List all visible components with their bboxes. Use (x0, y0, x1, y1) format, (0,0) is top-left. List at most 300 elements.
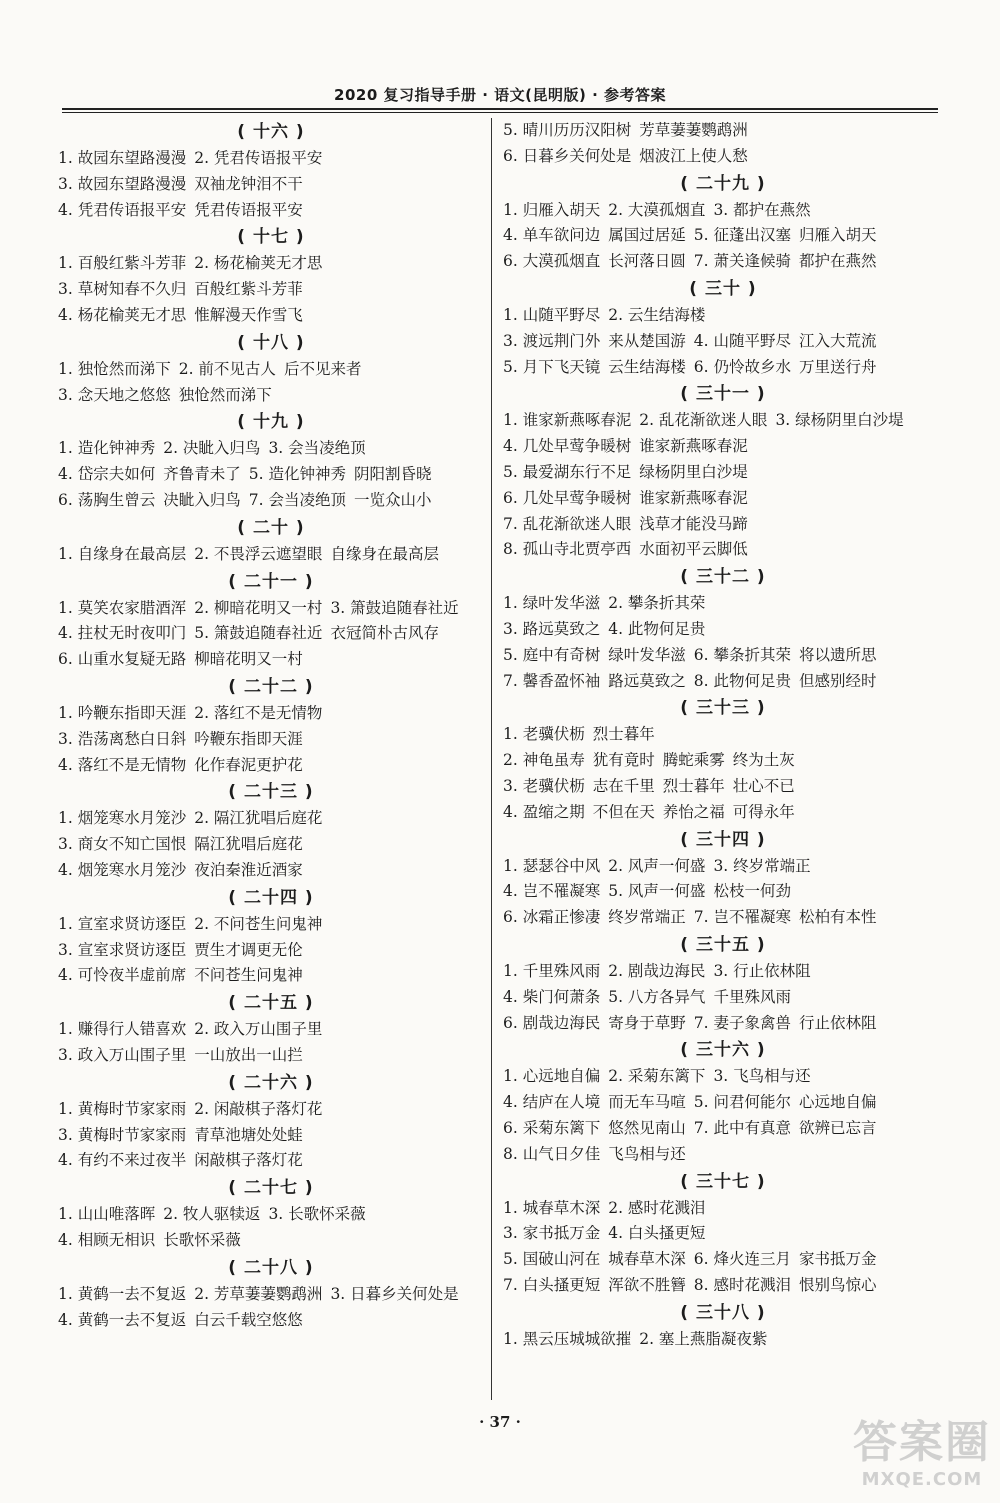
answer-line (503, 537, 943, 563)
answer-line (58, 251, 484, 277)
answer-item: 云生结海楼 (608, 357, 686, 376)
answer-item: 3. 家书抵万金 (503, 1224, 601, 1243)
answer-section (503, 1168, 943, 1299)
answer-line (503, 434, 943, 460)
answer-item: 4. 黄鹤一去不复返 (58, 1310, 187, 1329)
answer-section (58, 514, 484, 568)
answer-item: 腾蛇乘雾 (662, 751, 725, 770)
section-title: ( 三十三 ) (680, 698, 766, 719)
answer-item: 1. 莫笑农家腊酒浑 (58, 598, 187, 617)
section-title: ( 二十五 ) (228, 993, 314, 1014)
answer-item: 5. 最爱湖东行不足 (503, 462, 632, 481)
answer-item: 6. 荡胸生曾云 (58, 490, 156, 509)
answer-item: 7. 白头搔更短 (503, 1275, 601, 1294)
answer-section (58, 408, 484, 513)
answer-item: 飞鸟相与还 (608, 1144, 686, 1163)
answer-line (503, 1116, 943, 1142)
section-title: ( 十八 ) (237, 332, 305, 353)
answer-section (503, 931, 943, 1036)
answer-item: 属国过居延 (608, 226, 686, 245)
answer-line (503, 879, 943, 905)
answer-item: 6. 几处早莺争暖树 (503, 488, 632, 507)
answer-item: 2. 神龟虽寿 (503, 751, 585, 770)
answer-item: 3. 日暮乡关何处是 (330, 1284, 459, 1303)
answer-section (58, 989, 484, 1069)
answer-item: 6. 烽火连三月 (693, 1250, 791, 1269)
section-title: ( 二十 ) (237, 517, 305, 538)
answer-item: 8. 此物何足贵 (693, 671, 791, 690)
answer-item: 2. 柳暗花明又一村 (194, 598, 323, 617)
answer-line (503, 748, 943, 774)
answer-item: 但感别经时 (798, 671, 877, 690)
answer-section (503, 275, 943, 380)
answer-item: 6. 山重水复疑无路 (58, 650, 187, 669)
answer-line (503, 512, 943, 538)
answer-item: 8. 孤山寺北贾亭西 (503, 540, 632, 559)
answer-item: 6. 大漠孤烟直 (503, 252, 601, 271)
answer-line (503, 1064, 943, 1090)
answer-item: 1. 黄鹤一去不复返 (58, 1284, 187, 1303)
answer-item: 闲敲棋子落灯花 (194, 1151, 303, 1170)
answer-item: 一览众山小 (353, 490, 432, 509)
answer-item: 1. 宣室求贤访逐臣 (58, 914, 187, 933)
section-title: ( 三十二 ) (680, 567, 766, 588)
answer-item: 壮心不已 (732, 776, 795, 795)
answer-item: 1. 黑云压城城欲摧 (503, 1329, 632, 1348)
answer-item: 独怆然而涕下 (178, 385, 272, 404)
answer-item: 欲辨已忘言 (798, 1118, 877, 1137)
header-rule-thin (62, 112, 938, 113)
answer-line (58, 146, 484, 172)
answer-section (58, 329, 484, 409)
answer-item: 心远地自偏 (798, 1093, 877, 1112)
answer-line (58, 621, 484, 647)
answer-item: 6. 仍怜故乡水 (693, 357, 791, 376)
answer-line (58, 383, 484, 409)
answer-line (503, 118, 943, 144)
answer-item: 烈士暮年 (592, 725, 655, 744)
answer-section (58, 568, 484, 673)
left-column (58, 118, 484, 1333)
answer-item: 柳暗花明又一村 (194, 650, 303, 669)
answer-item: 悠然见南山 (608, 1118, 686, 1137)
answer-item: 3. 终岁常端正 (713, 856, 811, 875)
answer-item: 1. 自缘身在最高层 (58, 544, 187, 563)
page-header: 2020 复习指导手册 · 语文(昆明版) · 参考答案 (334, 86, 666, 104)
answer-line (503, 722, 943, 748)
answer-item: 3. 草树知春不久归 (58, 280, 187, 299)
answer-line (503, 144, 943, 170)
answer-item: 4. 盈缩之期 (503, 802, 585, 821)
answer-line (58, 647, 484, 673)
answer-item: 2. 云生结海楼 (608, 305, 706, 324)
answer-item: 归雁入胡天 (798, 226, 877, 245)
answer-item: 绿叶发华滋 (608, 645, 686, 664)
answer-line (58, 1148, 484, 1174)
answer-line (58, 1282, 484, 1308)
answer-item: 1. 城春草木深 (503, 1198, 601, 1217)
answer-line (58, 596, 484, 622)
answer-item: 3. 路远莫致之 (503, 619, 601, 638)
answer-item: 终岁常端正 (608, 908, 686, 927)
answer-item: 烈士暮年 (662, 776, 725, 795)
section-title: ( 二十六 ) (228, 1072, 314, 1093)
answer-item: 3. 绿杨阴里白沙堤 (775, 411, 904, 430)
answer-item: 5. 征蓬出汉塞 (693, 226, 791, 245)
section-title: ( 三十一 ) (680, 384, 766, 405)
answer-line (58, 753, 484, 779)
answer-section (58, 673, 484, 778)
answer-item: 2. 牧人驱犊返 (163, 1205, 261, 1224)
answer-item: 1. 独怆然而涕下 (58, 359, 171, 378)
answer-section (58, 1174, 484, 1254)
answer-item: 7. 萧关逢候骑 (693, 252, 791, 271)
answer-item: 3. 政入万山围子里 (58, 1045, 187, 1064)
answer-section (503, 380, 943, 563)
section-title: ( 十六 ) (237, 122, 305, 142)
answer-item: 2. 决眦入归鸟 (163, 439, 261, 458)
answer-item: 而无车马喧 (608, 1093, 686, 1112)
answer-item: 终为土灰 (732, 751, 795, 770)
answer-item: 决眦入归鸟 (163, 490, 241, 509)
answer-item: 阴阳割昏晓 (353, 465, 432, 484)
answer-line (503, 1090, 943, 1116)
answer-item: 5. 风声一何盛 (608, 882, 706, 901)
answer-item: 5. 月下飞天镜 (503, 357, 601, 376)
answer-line (503, 355, 943, 381)
answer-item: 不但在天 (592, 802, 655, 821)
answer-item: 4. 拄杖无时夜叩门 (58, 624, 187, 643)
column-divider (491, 118, 492, 1400)
answer-item: 城春草木深 (608, 1250, 686, 1269)
watermark-logo-text: 答案圈 (853, 1417, 991, 1468)
answer-item: 4. 凭君传语报平安 (58, 200, 187, 219)
answer-line (503, 800, 943, 826)
answer-line (503, 591, 943, 617)
answer-item: 谁家新燕啄春泥 (639, 437, 748, 456)
answer-item: 来从楚国游 (608, 331, 686, 350)
answer-item: 8. 感时花溅泪 (693, 1275, 791, 1294)
answer-item: 惟解漫天作雪飞 (194, 305, 303, 324)
answer-item: 6. 冰霜正惨凄 (503, 908, 601, 927)
answer-item: 3. 箫鼓追随春社近 (330, 598, 459, 617)
section-title: ( 三十四 ) (680, 829, 766, 850)
answer-item: 3. 飞鸟相与还 (713, 1067, 811, 1086)
answer-line (58, 198, 484, 224)
answer-item: 3. 宣室求贤访逐臣 (58, 940, 187, 959)
answer-item: 夜泊秦淮近酒家 (194, 860, 303, 879)
answer-line (503, 486, 943, 512)
answer-item: 1. 吟鞭东指即天涯 (58, 703, 187, 722)
answer-item: 1. 千里殊风雨 (503, 961, 601, 980)
answer-line (503, 303, 943, 329)
section-title: ( 三十八 ) (680, 1302, 766, 1323)
answer-item: 5. 造化钟神秀 (248, 465, 346, 484)
answer-item: 松柏有本性 (798, 908, 877, 927)
answer-item: 7. 妻子象禽兽 (693, 1013, 791, 1032)
answer-item: 芳草萋萋鹦鹉洲 (639, 121, 748, 139)
answer-item: 4. 相顾无相识 (58, 1230, 156, 1249)
answer-item: 一山放出一山拦 (194, 1045, 303, 1064)
answer-item: 白云千载空悠悠 (194, 1310, 303, 1329)
answer-line (58, 277, 484, 303)
answer-item: 养怡之福 (662, 802, 725, 821)
answer-line (58, 462, 484, 488)
answer-item: 衣冠简朴古风存 (330, 624, 439, 643)
section-title: ( 二十三 ) (228, 782, 314, 803)
answer-item: 1. 烟笼寒水月笼沙 (58, 809, 187, 828)
answer-item: 双袖龙钟泪不干 (194, 174, 303, 193)
answer-section (503, 118, 943, 170)
answer-item: 犹有竟时 (592, 751, 655, 770)
answer-item: 江入大荒流 (798, 331, 877, 350)
answer-item: 4. 岂不罹凝寒 (503, 882, 601, 901)
answer-item: 2. 闲敲棋子落灯花 (194, 1099, 323, 1118)
answer-item: 2. 大漠孤烟直 (608, 200, 706, 219)
answer-item: 行止依林阻 (798, 1013, 877, 1032)
answer-item: 恨别鸟惊心 (798, 1275, 877, 1294)
answer-section (58, 1254, 484, 1334)
answer-item: 5. 问君何能尔 (693, 1093, 791, 1112)
watermark-domain: MXQE.COM (861, 1469, 983, 1490)
answer-line (58, 488, 484, 514)
answer-item: 7. 馨香盈怀袖 (503, 671, 601, 690)
answer-section (503, 563, 943, 694)
answer-line (58, 1097, 484, 1123)
answer-item: 1. 黄梅时节家家雨 (58, 1099, 187, 1118)
answer-line (58, 542, 484, 568)
answer-line (503, 1221, 943, 1247)
answer-section (58, 1069, 484, 1174)
answer-item: 1. 谁家新燕啄春泥 (503, 411, 632, 430)
answer-item: 路远莫致之 (608, 671, 686, 690)
header-rule (62, 108, 938, 110)
answer-item: 凭君传语报平安 (194, 200, 303, 219)
answer-item: 3. 念天地之悠悠 (58, 385, 171, 404)
answer-item: 绿杨阴里白沙堤 (639, 462, 748, 481)
answer-item: 1. 百般红紫斗芳菲 (58, 254, 187, 273)
answer-item: 5. 八方各异气 (608, 987, 706, 1006)
answer-item: 4. 有约不来过夜半 (58, 1151, 187, 1170)
answer-item: 7. 乱花渐欲迷人眼 (503, 514, 632, 533)
answer-item: 1. 赚得行人错喜欢 (58, 1020, 187, 1039)
answer-item: 4. 白头搔更短 (608, 1224, 706, 1243)
answer-item: 7. 会当凌绝顶 (248, 490, 346, 509)
answer-item: 2. 剧哉边海民 (608, 961, 706, 980)
answer-line (58, 303, 484, 329)
answer-line (58, 858, 484, 884)
answer-section (503, 694, 943, 825)
answer-item: 2. 前不见古人 (178, 359, 276, 378)
answer-item: 2. 芳草萋萋鹦鹉洲 (194, 1284, 323, 1303)
answer-section (58, 118, 484, 223)
answer-section (58, 223, 484, 328)
answer-item: 3. 黄梅时节家家雨 (58, 1125, 187, 1144)
answer-item: 2. 不畏浮云遮望眼 (194, 544, 323, 563)
answer-item: 6. 采菊东篱下 (503, 1118, 601, 1137)
answer-item: 烟波江上使人愁 (639, 146, 748, 165)
answer-line (503, 1011, 943, 1037)
answer-item: 4. 岱宗夫如何 (58, 465, 156, 484)
section-title: ( 二十九 ) (680, 173, 766, 194)
answer-line (503, 223, 943, 249)
answer-line (503, 643, 943, 669)
answer-line (58, 436, 484, 462)
section-title: ( 十九 ) (237, 412, 305, 433)
answer-section (58, 778, 484, 883)
answer-item: 6. 攀条折其荣 (693, 645, 791, 664)
answer-section (503, 1036, 943, 1167)
answer-item: 3. 故园东望路漫漫 (58, 174, 187, 193)
answer-item: 2. 落红不是无情物 (194, 703, 323, 722)
answer-line (503, 1327, 943, 1353)
answer-item: 水面初平云脚低 (639, 540, 748, 559)
answer-item: 3. 渡远荆门外 (503, 331, 601, 350)
answer-line (503, 669, 943, 695)
answer-item: 1. 绿叶发华滋 (503, 594, 601, 613)
answer-item: 5. 国破山河在 (503, 1250, 601, 1269)
answer-item: 浑欲不胜簪 (608, 1275, 686, 1294)
answer-item: 志在千里 (592, 776, 655, 795)
answer-item: 4. 山随平野尽 (693, 331, 791, 350)
answer-item: 7. 岂不罹凝寒 (693, 908, 791, 927)
answer-line (503, 460, 943, 486)
answer-item: 寄身于草野 (608, 1013, 686, 1032)
answer-item: 4. 结庐在人境 (503, 1093, 601, 1112)
answer-item: 3. 长歌怀采薇 (268, 1205, 366, 1224)
answer-item: 3. 商女不知亡国恨 (58, 835, 187, 854)
answer-line (58, 1017, 484, 1043)
answer-line (503, 198, 943, 224)
section-title: ( 三十六 ) (680, 1040, 766, 1061)
answer-line (503, 985, 943, 1011)
answer-item: 6. 日暮乡关何处是 (503, 146, 632, 165)
answer-item: 长河落日圆 (608, 252, 686, 271)
page-number: · 37 · (479, 1413, 521, 1431)
answer-line (503, 1196, 943, 1222)
section-title: ( 三十 ) (689, 278, 757, 299)
answer-item: 贾生才调更无伦 (194, 940, 303, 959)
answer-line (58, 727, 484, 753)
answer-item: 5. 庭中有奇树 (503, 645, 601, 664)
answer-section (503, 826, 943, 931)
answer-item: 2. 凭君传语报平安 (194, 149, 323, 167)
answer-item: 1. 归雁入胡天 (503, 200, 601, 219)
answer-item: 家书抵万金 (798, 1250, 877, 1269)
answer-line (503, 905, 943, 931)
answer-line (503, 774, 943, 800)
right-column (503, 118, 943, 1352)
answer-item: 1. 老骥伏枥 (503, 725, 585, 744)
answer-item: 浅草才能没马蹄 (639, 514, 748, 533)
answer-item: 2. 风声一何盛 (608, 856, 706, 875)
answer-item: 千里殊风雨 (713, 987, 791, 1006)
answer-line (58, 1228, 484, 1254)
answer-line (58, 701, 484, 727)
answer-item: 2. 政入万山围子里 (194, 1020, 323, 1039)
answer-item: 都护在燕然 (798, 252, 877, 271)
answer-item: 2. 感时花溅泪 (608, 1198, 706, 1217)
answer-item: 1. 心远地自偏 (503, 1067, 601, 1086)
answer-line (58, 963, 484, 989)
answer-item: 3. 浩荡离愁白日斜 (58, 729, 187, 748)
answer-item: 7. 此中有真意 (693, 1118, 791, 1137)
answer-item: 松枝一何劲 (713, 882, 791, 901)
answer-item: 4. 杨花榆荚无才思 (58, 305, 187, 324)
site-watermark (852, 1417, 992, 1497)
answer-item: 自缘身在最高层 (330, 544, 439, 563)
answer-item: 5. 晴川历历汉阳树 (503, 121, 632, 139)
answer-item: 6. 剧哉边海民 (503, 1013, 601, 1032)
answer-line (503, 1142, 943, 1168)
section-title: ( 三十五 ) (680, 934, 766, 955)
answer-line (503, 1273, 943, 1299)
answer-item: 1. 山随平野尽 (503, 305, 601, 324)
answer-item: 2. 隔江犹唱后庭花 (194, 809, 323, 828)
answer-item: 2. 塞上燕脂凝夜紫 (639, 1329, 768, 1348)
answer-line (503, 329, 943, 355)
answer-line (503, 408, 943, 434)
section-title: ( 二十七 ) (228, 1178, 314, 1199)
answer-item: 3. 会当凌绝顶 (268, 439, 366, 458)
answer-line (58, 172, 484, 198)
answer-item: 2. 攀条折其荣 (608, 594, 706, 613)
answer-item: 1. 瑟瑟谷中风 (503, 856, 601, 875)
section-title: ( 十七 ) (237, 227, 305, 248)
section-title: ( 二十一 ) (228, 571, 314, 592)
answer-item: 1. 故园东望路漫漫 (58, 149, 187, 167)
answer-line (58, 1202, 484, 1228)
answer-line (58, 806, 484, 832)
answer-item: 2. 不问苍生问鬼神 (194, 914, 323, 933)
answer-item: 8. 山气日夕佳 (503, 1144, 601, 1163)
answer-item: 5. 箫鼓追随春社近 (194, 624, 323, 643)
answer-item: 3. 老骥伏枥 (503, 776, 585, 795)
answer-line (58, 1308, 484, 1334)
answer-item: 不问苍生问鬼神 (194, 966, 303, 985)
answer-section (503, 170, 943, 275)
answer-line (58, 357, 484, 383)
answer-item: 后不见来者 (283, 359, 362, 378)
answer-item: 4. 柴门何萧条 (503, 987, 601, 1006)
answer-line (503, 959, 943, 985)
answer-item: 4. 此物何足贵 (608, 619, 706, 638)
answer-line (503, 617, 943, 643)
answer-item: 长歌怀采薇 (163, 1230, 241, 1249)
answer-line (503, 854, 943, 880)
section-title: ( 二十八 ) (228, 1257, 314, 1278)
answer-item: 2. 杨花榆荚无才思 (194, 254, 323, 273)
section-title: ( 三十七 ) (680, 1171, 766, 1192)
answer-item: 齐鲁青未了 (163, 465, 241, 484)
answer-item: 2. 采菊东篱下 (608, 1067, 706, 1086)
answer-line (58, 832, 484, 858)
section-title: ( 二十四 ) (228, 887, 314, 908)
answer-item: 1. 山山唯落晖 (58, 1205, 156, 1224)
answer-section (503, 1299, 943, 1353)
answer-line (503, 1247, 943, 1273)
answer-item: 万里送行舟 (798, 357, 877, 376)
answer-section (58, 884, 484, 989)
answer-line (58, 1043, 484, 1069)
answer-item: 4. 可怜夜半虚前席 (58, 966, 187, 985)
answer-item: 谁家新燕啄春泥 (639, 488, 748, 507)
answer-item: 百般红紫斗芳菲 (194, 280, 303, 299)
answer-item: 4. 落红不是无情物 (58, 755, 187, 774)
answer-item: 将以遗所思 (798, 645, 877, 664)
answer-item: 隔江犹唱后庭花 (194, 835, 303, 854)
answer-item: 3. 行止依林阻 (713, 961, 811, 980)
